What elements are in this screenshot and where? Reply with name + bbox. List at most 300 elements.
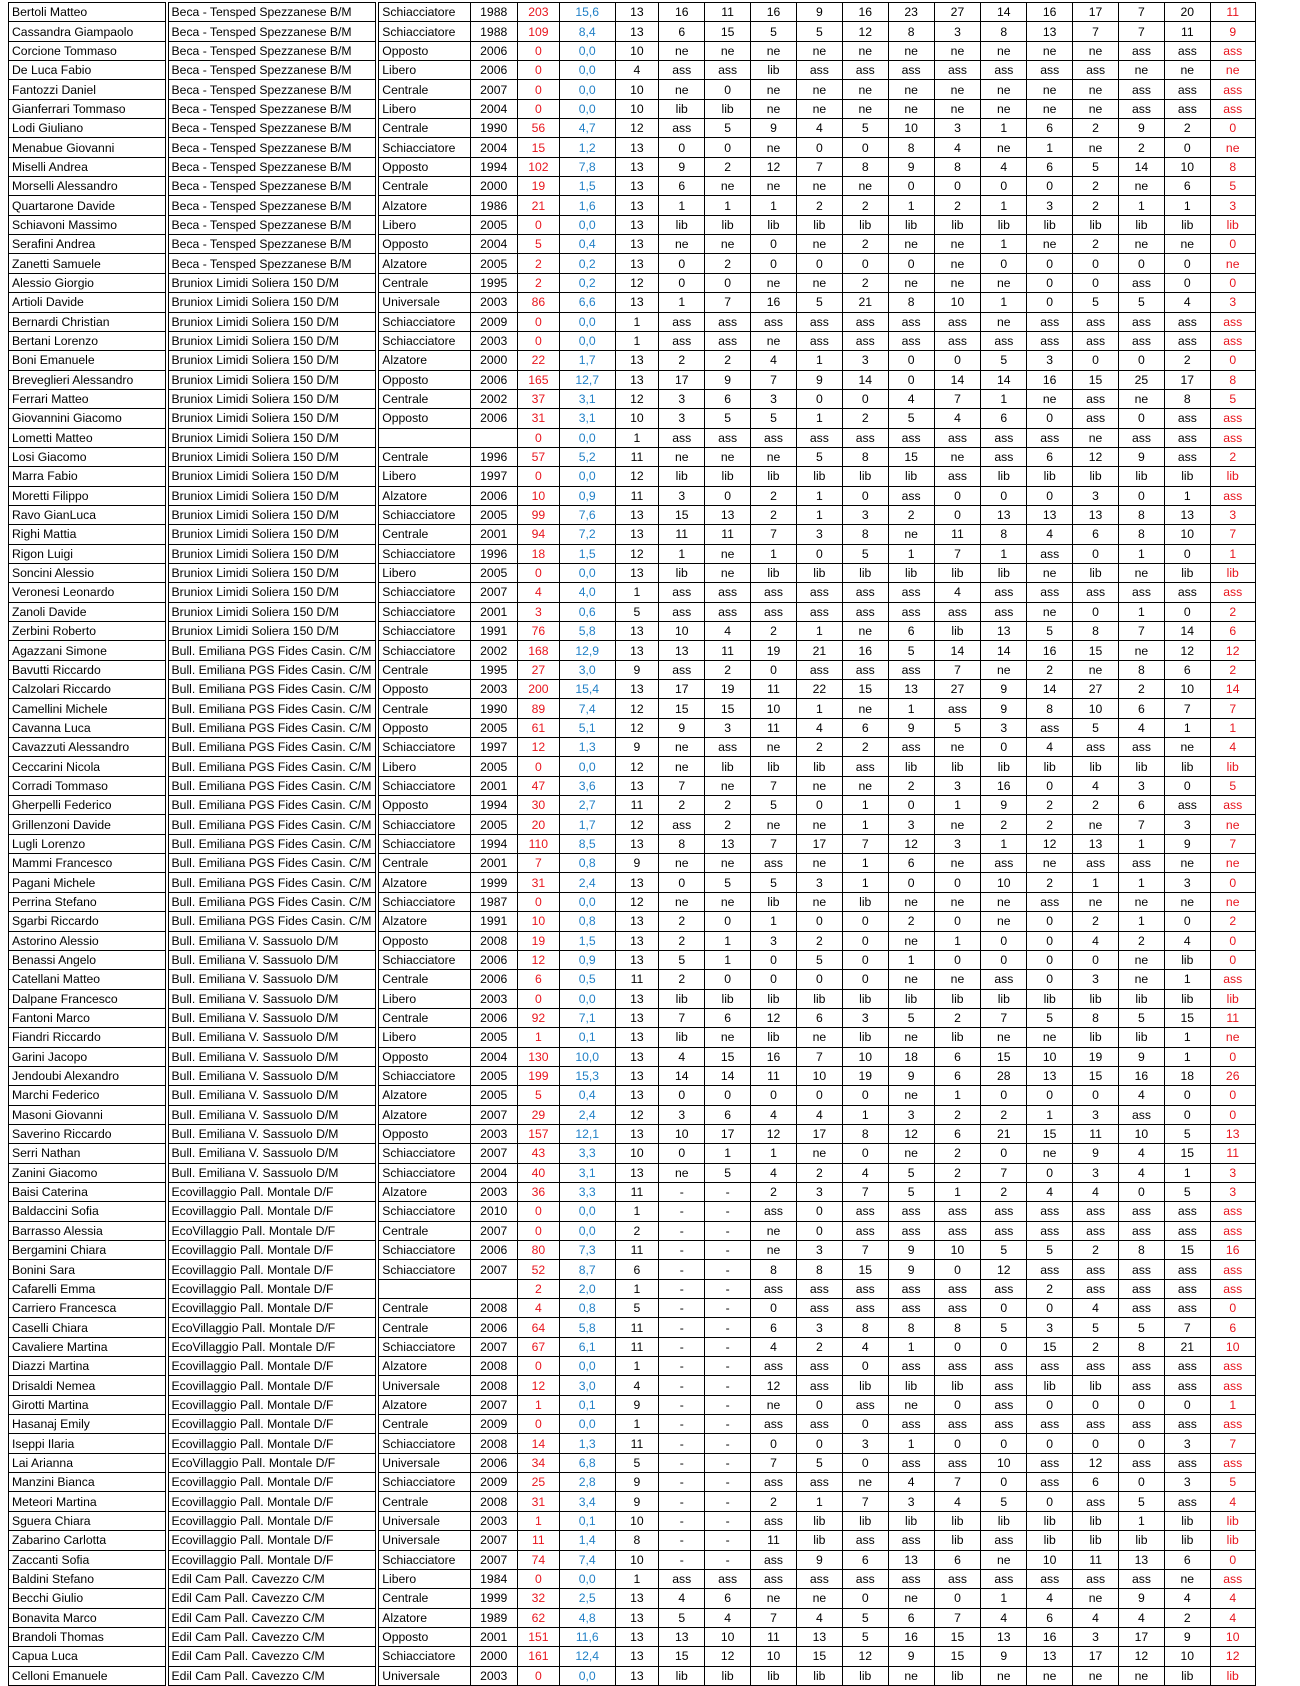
match-score-cell: ass — [796, 1415, 842, 1434]
average-cell: 0,0 — [559, 757, 615, 776]
points-cell: 74 — [517, 1550, 559, 1569]
match-score-cell: ass — [1119, 312, 1165, 331]
average-cell: 5,8 — [559, 1318, 615, 1337]
matches-cell: 13 — [615, 680, 659, 699]
match-score-cell: 15 — [981, 1047, 1027, 1066]
match-score-cell: 1 — [751, 196, 797, 215]
match-score-cell: ass — [1119, 1453, 1165, 1472]
match-score-cell: 4 — [934, 583, 981, 602]
match-score-cell: 1 — [888, 1434, 934, 1453]
match-score-cell: 0 — [659, 1086, 705, 1105]
match-score-cell: 2 — [659, 970, 705, 989]
team-cell: Bruniox Limidi Soliera 150 D/M — [168, 622, 376, 641]
table-row — [9, 1221, 1300, 1240]
match-score-cell: 7 — [842, 834, 888, 853]
match-score-cell: 8 — [934, 1318, 981, 1337]
match-score-cell: 17 — [705, 1124, 751, 1143]
match-score-cell: ne — [1210, 138, 1255, 157]
average-cell: 1,3 — [559, 738, 615, 757]
birth-year-cell: 2006 — [470, 1008, 517, 1027]
match-score-cell: ass — [751, 1357, 797, 1376]
match-score-cell: - — [705, 1299, 751, 1318]
role-cell: Universale — [379, 1511, 470, 1530]
match-score-cell: 0 — [1210, 351, 1255, 370]
match-score-cell: 0 — [842, 912, 888, 931]
match-score-cell: 0 — [659, 1144, 705, 1163]
match-score-cell: 2 — [842, 235, 888, 254]
match-score-cell: lib — [934, 1666, 981, 1685]
team-cell: EcoVillaggio Pall. Montale D/F — [168, 1318, 376, 1337]
match-score-cell: ass — [1164, 447, 1210, 466]
match-score-cell: 0 — [1027, 1492, 1073, 1511]
match-score-cell: ne — [751, 447, 797, 466]
match-score-cell: 4 — [1119, 1086, 1165, 1105]
match-score-cell: 5 — [1119, 1492, 1165, 1511]
team-cell: Bruniox Limidi Soliera 150 D/M — [168, 544, 376, 563]
match-score-cell: 3 — [796, 1241, 842, 1260]
role-cell: Alzatore — [379, 486, 470, 505]
average-cell: 0,0 — [559, 1357, 615, 1376]
match-score-cell: 4 — [751, 1163, 797, 1182]
table-row — [9, 1318, 1300, 1337]
role-cell: Libero — [379, 467, 470, 486]
match-score-cell: 9 — [1119, 447, 1165, 466]
team-cell: EcoVillaggio Pall. Montale D/F — [168, 1221, 376, 1240]
match-score-cell: 10 — [1164, 157, 1210, 176]
birth-year-cell: 2005 — [470, 215, 517, 234]
match-score-cell: ass — [659, 119, 705, 138]
match-score-cell: ne — [1210, 815, 1255, 834]
player-name-cell: Fantozzi Daniel — [9, 80, 166, 99]
match-score-cell: - — [659, 1376, 705, 1395]
match-score-cell: 11 — [751, 1531, 797, 1550]
match-score-cell: 0 — [1164, 1105, 1210, 1124]
table-row — [9, 1589, 1300, 1608]
match-score-cell: ne — [705, 776, 751, 795]
match-score-cell: ass — [934, 699, 981, 718]
match-score-cell: 7 — [934, 660, 981, 679]
match-score-cell: ass — [842, 1569, 888, 1588]
average-cell: 3,4 — [559, 1492, 615, 1511]
match-score-cell: 0 — [842, 1589, 888, 1608]
table-row — [9, 1260, 1300, 1279]
match-score-cell: 9 — [1164, 834, 1210, 853]
match-score-cell: ass — [796, 312, 842, 331]
match-score-cell: ass — [1073, 312, 1119, 331]
matches-cell: 1 — [615, 1415, 659, 1434]
match-score-cell: 8 — [1119, 1337, 1165, 1356]
match-score-cell: 1 — [796, 351, 842, 370]
match-score-cell: 2 — [842, 409, 888, 428]
average-cell: 0,0 — [559, 428, 615, 447]
match-score-cell: ass — [1119, 1376, 1165, 1395]
match-score-cell: 1 — [888, 699, 934, 718]
match-score-cell: lib — [888, 563, 934, 582]
birth-year-cell: 1984 — [470, 1569, 517, 1588]
match-score-cell: 3 — [1210, 1182, 1255, 1201]
match-score-cell: 0 — [1073, 273, 1119, 292]
average-cell: 6,8 — [559, 1453, 615, 1472]
match-score-cell: - — [705, 1550, 751, 1569]
points-cell: 47 — [517, 776, 559, 795]
match-score-cell: 6 — [888, 854, 934, 873]
match-score-cell: lib — [888, 989, 934, 1008]
match-score-cell: 13 — [1027, 22, 1073, 41]
matches-cell: 11 — [615, 1337, 659, 1356]
match-score-cell: 3 — [934, 776, 981, 795]
match-score-cell: 0 — [1164, 544, 1210, 563]
player-name-cell: Cavaliere Martina — [9, 1337, 166, 1356]
match-score-cell: 13 — [659, 1627, 705, 1646]
match-score-cell: ass — [659, 660, 705, 679]
team-cell: Ecovillaggio Pall. Montale D/F — [168, 1260, 376, 1279]
role-cell: Centrale — [379, 854, 470, 873]
birth-year-cell: 2008 — [470, 1299, 517, 1318]
match-score-cell: 1 — [1027, 138, 1073, 157]
match-score-cell: 2 — [1210, 660, 1255, 679]
match-score-cell: ass — [888, 312, 934, 331]
table-row — [9, 815, 1300, 834]
match-score-cell: 18 — [1164, 1066, 1210, 1085]
match-score-cell: ne — [796, 99, 842, 118]
matches-cell: 13 — [615, 1627, 659, 1646]
match-score-cell: ne — [1073, 138, 1119, 157]
match-score-cell: - — [659, 1337, 705, 1356]
match-score-cell: 5 — [659, 1608, 705, 1627]
match-score-cell: lib — [1164, 563, 1210, 582]
points-cell: 76 — [517, 622, 559, 641]
birth-year-cell: 2006 — [470, 950, 517, 969]
match-score-cell: 3 — [981, 718, 1027, 737]
table-row — [9, 1299, 1300, 1318]
matches-cell: 11 — [615, 1434, 659, 1453]
average-cell: 1,5 — [559, 931, 615, 950]
match-score-cell: ne — [1027, 602, 1073, 621]
match-score-cell: lib — [796, 215, 842, 234]
birth-year-cell: 2003 — [470, 293, 517, 312]
team-cell: Ecovillaggio Pall. Montale D/F — [168, 1299, 376, 1318]
match-score-cell: lib — [705, 215, 751, 234]
match-score-cell: 15 — [705, 1047, 751, 1066]
birth-year-cell: 2007 — [470, 1105, 517, 1124]
match-score-cell: lib — [934, 757, 981, 776]
player-name-cell: Baisi Caterina — [9, 1182, 166, 1201]
player-name-cell: Manzini Bianca — [9, 1473, 166, 1492]
match-score-cell: 5 — [751, 796, 797, 815]
match-score-cell: lib — [1164, 950, 1210, 969]
table-row — [9, 796, 1300, 815]
match-score-cell: 4 — [888, 1473, 934, 1492]
match-score-cell: 2 — [659, 912, 705, 931]
match-score-cell: 2 — [1073, 1337, 1119, 1356]
average-cell: 0,0 — [559, 467, 615, 486]
match-score-cell: ass — [1164, 409, 1210, 428]
points-cell: 0 — [517, 331, 559, 350]
team-cell: Beca - Tensped Spezzanese B/M — [168, 119, 376, 138]
match-score-cell: 9 — [981, 699, 1027, 718]
match-score-cell: 19 — [842, 1066, 888, 1085]
average-cell: 3,1 — [559, 409, 615, 428]
match-score-cell: 0 — [1027, 950, 1073, 969]
match-score-cell: lib — [842, 467, 888, 486]
match-score-cell: 8 — [751, 1260, 797, 1279]
match-score-cell: ass — [981, 1395, 1027, 1414]
match-score-cell: 10 — [842, 1047, 888, 1066]
match-score-cell: 6 — [934, 1047, 981, 1066]
match-score-cell: ass — [981, 1221, 1027, 1240]
team-cell: Ecovillaggio Pall. Montale D/F — [168, 1376, 376, 1395]
match-score-cell: 0 — [888, 254, 934, 273]
player-name-cell: Benassi Angelo — [9, 950, 166, 969]
match-score-cell: ass — [1164, 1221, 1210, 1240]
match-score-cell: 15 — [659, 1647, 705, 1666]
match-score-cell: ass — [659, 312, 705, 331]
team-cell: Bull. Emiliana PGS Fides Casin. C/M — [168, 699, 376, 718]
match-score-cell: 6 — [1027, 157, 1073, 176]
role-cell: Centrale — [379, 1492, 470, 1511]
points-cell: 2 — [517, 1279, 559, 1298]
match-score-cell: 0 — [981, 738, 1027, 757]
match-score-cell: 1 — [705, 950, 751, 969]
match-score-cell: 9 — [888, 1260, 934, 1279]
match-score-cell: ass — [934, 1202, 981, 1221]
match-score-cell: ne — [842, 99, 888, 118]
match-score-cell: - — [659, 1241, 705, 1260]
match-score-cell: 1 — [981, 235, 1027, 254]
birth-year-cell: 2005 — [470, 1086, 517, 1105]
match-score-cell: 0 — [981, 1144, 1027, 1163]
average-cell: 5,1 — [559, 718, 615, 737]
match-score-cell: 1 — [796, 1492, 842, 1511]
match-score-cell: ne — [981, 99, 1027, 118]
team-cell: Bull. Emiliana PGS Fides Casin. C/M — [168, 912, 376, 931]
match-score-cell: ne — [796, 854, 842, 873]
matches-cell: 13 — [615, 254, 659, 273]
match-score-cell: ne — [934, 854, 981, 873]
match-score-cell: 16 — [1119, 1066, 1165, 1085]
table-row — [9, 99, 1300, 118]
match-score-cell: 14 — [934, 370, 981, 389]
team-cell: Edil Cam Pall. Cavezzo C/M — [168, 1647, 376, 1666]
average-cell: 8,5 — [559, 834, 615, 853]
match-score-cell: 3 — [1027, 351, 1073, 370]
match-score-cell: ass — [659, 815, 705, 834]
match-score-cell: 0 — [888, 796, 934, 815]
role-cell: Schiacciatore — [379, 1434, 470, 1453]
match-score-cell: ass — [934, 1299, 981, 1318]
matches-cell: 5 — [615, 1299, 659, 1318]
player-name-cell: De Luca Fabio — [9, 61, 166, 80]
match-score-cell: 1 — [1119, 873, 1165, 892]
role-cell: Centrale — [379, 1318, 470, 1337]
match-score-cell: ass — [1027, 718, 1073, 737]
birth-year-cell: 2001 — [470, 525, 517, 544]
role-cell: Universale — [379, 1666, 470, 1685]
match-score-cell: 11 — [1210, 3, 1255, 22]
match-score-cell: 1 — [842, 796, 888, 815]
match-score-cell: ass — [981, 1279, 1027, 1298]
match-score-cell: 0 — [1119, 1182, 1165, 1201]
match-score-cell: 4 — [751, 1105, 797, 1124]
team-cell: Bruniox Limidi Soliera 150 D/M — [168, 428, 376, 447]
match-score-cell: 8 — [1073, 1008, 1119, 1027]
points-cell: 12 — [517, 1376, 559, 1395]
match-score-cell: 3 — [659, 486, 705, 505]
match-score-cell: 16 — [659, 3, 705, 22]
match-score-cell: 9 — [981, 1647, 1027, 1666]
table-row — [9, 1627, 1300, 1646]
match-score-cell: ass — [981, 61, 1027, 80]
match-score-cell: 1 — [842, 854, 888, 873]
match-score-cell: 9 — [659, 718, 705, 737]
match-score-cell: ass — [1210, 331, 1255, 350]
match-score-cell: 0 — [981, 486, 1027, 505]
team-cell: Ecovillaggio Pall. Montale D/F — [168, 1492, 376, 1511]
match-score-cell: - — [659, 1473, 705, 1492]
points-cell: 14 — [517, 1434, 559, 1453]
match-score-cell: 1 — [659, 196, 705, 215]
match-score-cell: ass — [705, 1569, 751, 1588]
match-score-cell: lib — [705, 467, 751, 486]
match-score-cell: lib — [1164, 1666, 1210, 1685]
match-score-cell: lib — [1073, 1531, 1119, 1550]
match-score-cell: 5 — [1210, 776, 1255, 795]
birth-year-cell: 2004 — [470, 99, 517, 118]
team-cell: Ecovillaggio Pall. Montale D/F — [168, 1182, 376, 1201]
birth-year-cell: 1996 — [470, 447, 517, 466]
points-cell: 161 — [517, 1647, 559, 1666]
match-score-cell: 6 — [934, 1124, 981, 1143]
role-cell: Universale — [379, 1531, 470, 1550]
match-score-cell: 6 — [1119, 796, 1165, 815]
match-score-cell: 10 — [751, 699, 797, 718]
match-score-cell: 13 — [1073, 505, 1119, 524]
points-cell: 200 — [517, 680, 559, 699]
match-score-cell: ass — [1164, 312, 1210, 331]
match-score-cell: 7 — [842, 1492, 888, 1511]
match-score-cell: 9 — [1119, 1589, 1165, 1608]
match-score-cell: 6 — [1027, 447, 1073, 466]
match-score-cell: ass — [659, 428, 705, 447]
team-cell: Edil Cam Pall. Cavezzo C/M — [168, 1627, 376, 1646]
table-row — [9, 950, 1300, 969]
role-cell: Opposto — [379, 370, 470, 389]
match-score-cell: lib — [751, 467, 797, 486]
match-score-cell: 7 — [1119, 22, 1165, 41]
match-score-cell: ass — [751, 602, 797, 621]
match-score-cell: ass — [796, 428, 842, 447]
match-score-cell: 2 — [934, 1163, 981, 1182]
match-score-cell: 6 — [705, 1589, 751, 1608]
match-score-cell: ass — [1210, 312, 1255, 331]
match-score-cell: lib — [842, 1511, 888, 1530]
match-score-cell: 5 — [888, 641, 934, 660]
match-score-cell: 0 — [842, 254, 888, 273]
match-score-cell: lib — [705, 757, 751, 776]
player-name-cell: Diazzi Martina — [9, 1357, 166, 1376]
match-score-cell: 13 — [659, 641, 705, 660]
match-score-cell: ass — [796, 331, 842, 350]
match-score-cell: ass — [1073, 854, 1119, 873]
match-score-cell: 8 — [842, 157, 888, 176]
match-score-cell: ass — [1119, 1299, 1165, 1318]
average-cell: 0,8 — [559, 854, 615, 873]
match-score-cell: ass — [888, 1279, 934, 1298]
match-score-cell: 0 — [1027, 1434, 1073, 1453]
match-score-cell: ass — [1164, 1299, 1210, 1318]
player-name-cell: Marra Fabio — [9, 467, 166, 486]
team-cell: Bruniox Limidi Soliera 150 D/M — [168, 602, 376, 621]
average-cell: 1,3 — [559, 1434, 615, 1453]
match-score-cell: 7 — [1119, 622, 1165, 641]
match-score-cell: 16 — [1027, 370, 1073, 389]
match-score-cell: 4 — [1210, 1492, 1255, 1511]
team-cell: Bull. Emiliana PGS Fides Casin. C/M — [168, 854, 376, 873]
match-score-cell: - — [705, 1337, 751, 1356]
role-cell: Universale — [379, 1376, 470, 1395]
match-score-cell: ass — [842, 61, 888, 80]
team-cell: Bull. Emiliana PGS Fides Casin. C/M — [168, 796, 376, 815]
match-score-cell: ass — [888, 1299, 934, 1318]
match-score-cell: 1 — [981, 119, 1027, 138]
birth-year-cell: 2008 — [470, 931, 517, 950]
birth-year-cell: 1999 — [470, 1589, 517, 1608]
match-score-cell: 7 — [934, 1608, 981, 1627]
player-name-cell: Perrina Stefano — [9, 892, 166, 911]
match-score-cell: 0 — [1164, 602, 1210, 621]
birth-year-cell: 2008 — [470, 1376, 517, 1395]
match-score-cell: 7 — [934, 389, 981, 408]
table-row — [9, 41, 1300, 60]
matches-cell: 13 — [615, 22, 659, 41]
match-score-cell: ne — [705, 41, 751, 60]
birth-year-cell: 2002 — [470, 389, 517, 408]
match-score-cell: 0 — [934, 1337, 981, 1356]
match-score-cell: 4 — [751, 1337, 797, 1356]
match-score-cell: 15 — [705, 699, 751, 718]
match-score-cell: 4 — [659, 1589, 705, 1608]
player-name-cell: Agazzani Simone — [9, 641, 166, 660]
match-score-cell: ass — [1073, 331, 1119, 350]
player-name-cell: Sguera Chiara — [9, 1511, 166, 1530]
match-score-cell: ass — [1164, 796, 1210, 815]
matches-cell: 13 — [615, 525, 659, 544]
match-score-cell: lib — [934, 1511, 981, 1530]
match-score-cell: ass — [1119, 273, 1165, 292]
player-name-cell: Saverino Riccardo — [9, 1124, 166, 1143]
match-score-cell: 4 — [1210, 738, 1255, 757]
match-score-cell: 12 — [888, 1124, 934, 1143]
match-score-cell: ass — [1164, 1415, 1210, 1434]
team-cell: Bull. Emiliana PGS Fides Casin. C/M — [168, 892, 376, 911]
match-score-cell: 17 — [1073, 3, 1119, 22]
match-score-cell: lib — [796, 467, 842, 486]
match-score-cell: lib — [934, 989, 981, 1008]
match-score-cell: 0 — [705, 138, 751, 157]
match-score-cell: ass — [888, 738, 934, 757]
table-row — [9, 1415, 1300, 1434]
match-score-cell: ass — [705, 312, 751, 331]
match-score-cell: 4 — [1119, 1144, 1165, 1163]
match-score-cell: 21 — [796, 641, 842, 660]
match-score-cell: 8 — [796, 1260, 842, 1279]
match-score-cell: 0 — [934, 486, 981, 505]
stats-sheet — [8, 2, 1300, 1686]
match-score-cell: 0 — [842, 1086, 888, 1105]
player-stats-table — [8, 2, 1300, 1686]
match-score-cell: 8 — [888, 22, 934, 41]
match-score-cell: 0 — [796, 1086, 842, 1105]
